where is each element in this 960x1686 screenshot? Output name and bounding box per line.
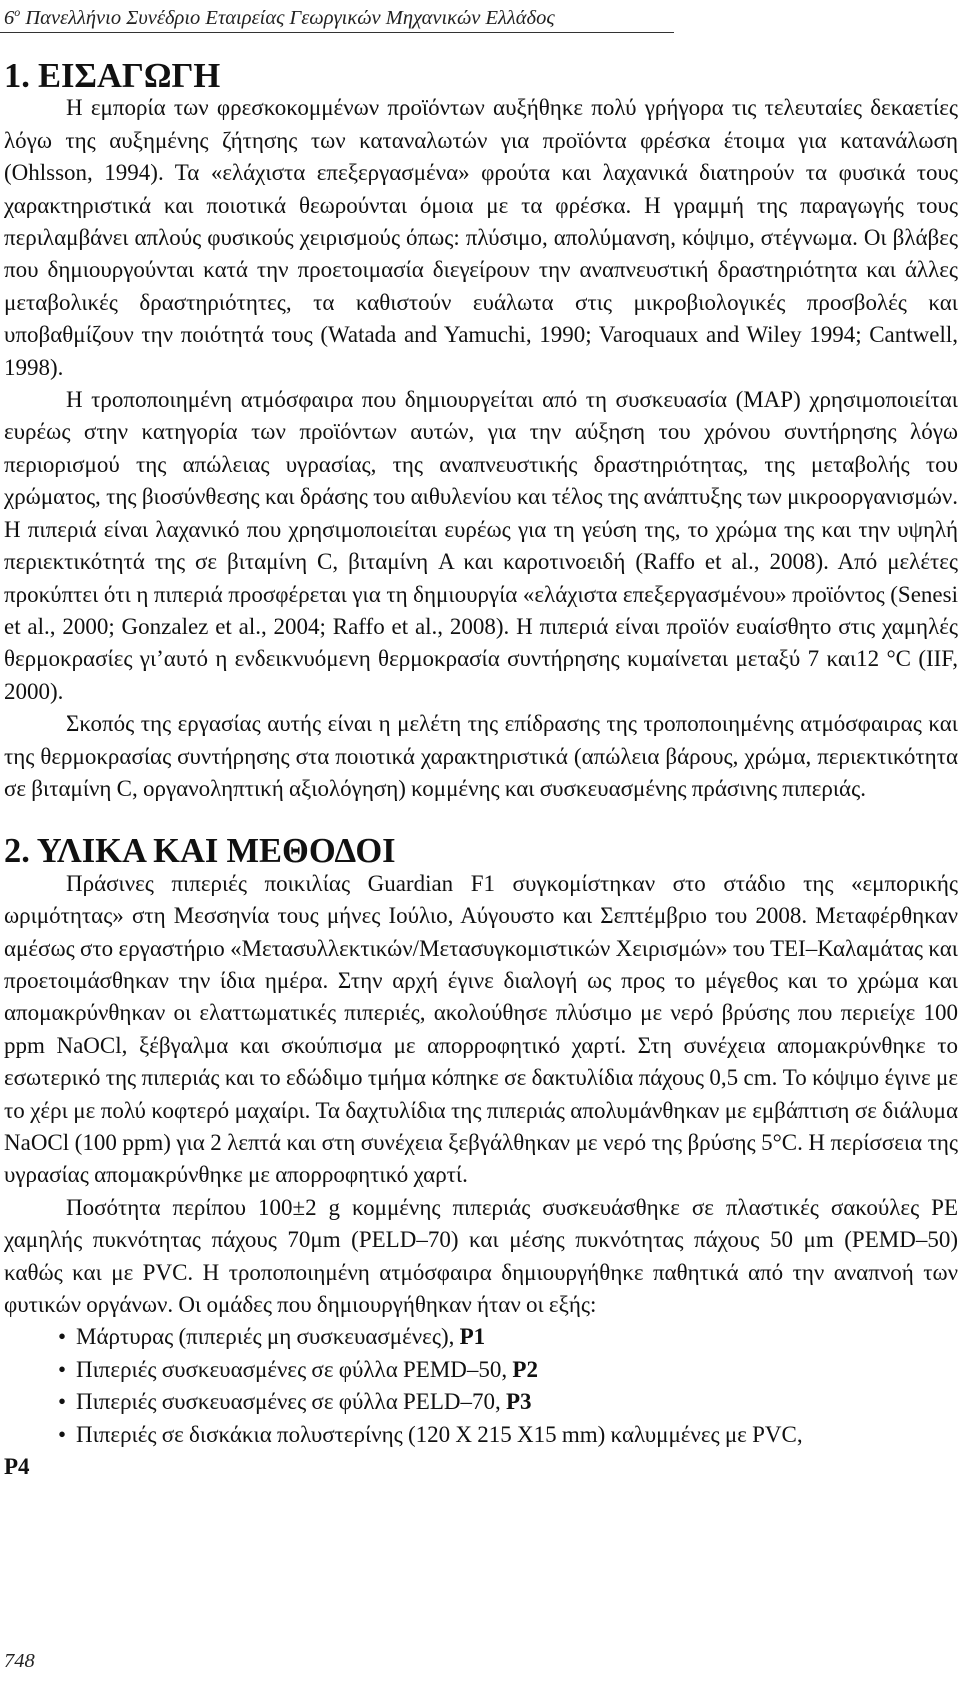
methods-paragraph-1: Πράσινες πιπεριές ποικιλίας Guardian F1 συγκομίστηκαν στο στάδιο της «εμπορικής ωριμότητας» στη Μεσσηνία τους μήνες Ιούλιο, Αύγουστο και Σεπτέμβριο του 2008. Μεταφέρθηκαν αμέσως στο εργαστήριο «Μετασυλλεκτικών/Μετασυγκομιστικών Χειρισμών» του ΤΕΙ–Καλαμάτας και προετοιμάσθηκαν την ίδια ημέρα. Στην αρχή έγινε διαλογή ως προς το μέγεθος και το χρώμα και απομακρύνθηκαν οι ελαττωματικές πιπεριές, ακολούθησε πλύσιμο με νερό βρύσης που περιείχε 100 ppm NaOCl, ξέβγαλμα και σκούπισμα με απορροφητικό χαρτί. Στη συνέχεια απομακρύνθηκε το εσωτερικό της πιπεριάς και το εδώδιμο τμήμα κόπηκε σε δακτυλίδια πάχους 0,5 cm. Το κόψιμο έγινε με το χέρι με πολύ κοφτερό μαχαίρι. Τα δαχτυλίδια της πιπεριάς απολυμάνθηκαν με εμβάπτιση σε διάλυμα NaOCl (100 ppm) για 2 λεπτά και στη συνέχεια ξεβγάλθηκαν με νερό της βρύσης 5°C. Η περίσσεια της υγρασίας απομακρύνθηκε με απορροφητικό χαρτί. bbox=[4, 870, 958, 1188]
bullet-dot-icon: • bbox=[58, 1356, 67, 1382]
list-item-code: P2 bbox=[512, 1356, 538, 1382]
header-rule bbox=[0, 32, 674, 33]
list-item-code: P1 bbox=[459, 1324, 486, 1350]
list-item-text: Πιπεριές σε δισκάκια πολυστερίνης (120 X 215 X15 mm) καλυμμένες με PVC, bbox=[76, 1421, 803, 1447]
list-item bbox=[4, 1419, 958, 1451]
intro-paragraph-3: Σκοπός της εργασίας αυτής είναι η μελέτη της επίδρασης της τροποποιημένης ατμόσφαιρας και της θερμοκρασίας συντήρησης στα ποιοτικά χαρακτηριστικά (απώλεια βάρους, χρώμα, περιεκτικότητα σε βιταμίνη C, οργανοληπτική αξιολόγηση) κομμένης και συσκευασμένης πράσινης πιπεριάς. bbox=[4, 711, 958, 801]
section-heading-materials-methods: 2. ΥΛΙΚΑ ΚΑΙ ΜΕΘΟΔΟΙ bbox=[4, 832, 396, 871]
list-item bbox=[4, 1386, 958, 1418]
list-item bbox=[4, 1321, 958, 1353]
bullet-dot-icon: • bbox=[58, 1324, 67, 1350]
header-ordinal-number: 6 bbox=[4, 6, 15, 29]
intro-paragraph-1: Η εμπορία των φρεσκοκομμένων προϊόντων αυξήθηκε πολύ γρήγορα τις τελευταίες δεκαετίες λόγω της αυξημένης ζήτησης των καταναλωτών για προϊόντα φρέσκα έτοιμα για κατανάλωση (Ohlsson, 1994). Τα «ελάχιστα επεξεργασμένα» φρούτα και λαχανικά διατηρούν τα φυσικά τους χαρακτηριστικά και ποιοτικά θεωρούνται όμοια με τα φρέσκα. Η γραμμή της παραγωγής τους περιλαμβάνει απλούς φυσικούς χειρισμούς όπως: πλύσιμο, απολύμανση, κόψιμο, στέγνωμα. Οι βλάβες που δημιουργούνται κατά την προετοιμασία διεγείρουν την αναπνευστική δραστηριότητα και άλλες μεταβολικές δραστηριότητες, τα καθιστούν ευάλωτα στις μικροβιολογικές προσβολές και υποβαθμίζουν την ποιότητά τους (Watada and Yamuchi, 1990; Varoquaux and Wiley 1994; Cantwell, 1998). bbox=[4, 95, 958, 380]
list-item-text: Μάρτυρας (πιπεριές μη συσκευασμένες), bbox=[76, 1324, 460, 1350]
list-item-text: Πιπεριές συσκευασμένες σε φύλλα PELD–70, bbox=[76, 1389, 506, 1415]
section-introduction bbox=[4, 57, 958, 805]
page-number: 748 bbox=[4, 1650, 35, 1672]
header-ordinal-superscript: ο bbox=[14, 5, 21, 19]
list-item-tail-code: P4 bbox=[4, 1454, 30, 1480]
running-header bbox=[4, 0, 555, 30]
section-materials-methods bbox=[4, 832, 958, 1483]
bullet-dot-icon: • bbox=[58, 1421, 67, 1447]
treatment-groups-list bbox=[4, 1321, 958, 1451]
header-conference-title: Πανελλήνιο Συνέδριο Εταιρείας Γεωργικών Μηχανικών Ελλάδος bbox=[20, 6, 555, 29]
bullet-dot-icon: • bbox=[58, 1389, 67, 1415]
methods-paragraph-2: Ποσότητα περίπου 100±2 g κομμένης πιπεριάς συσκευάσθηκε σε πλαστικές σακούλες PE χαμηλής πυκνότητας πάχους 70μm (PELD–70) και μέσης πυκνότητας πάχους 50 μm (PEMD–50) καθώς και με PVC. Η τροποποιημένη ατμόσφαιρα δημιουργήθηκε παθητικά από την αναπνοή των φυτικών οργάνων. Οι ομάδες που δημιουργήθηκαν ήταν οι εξής: bbox=[4, 1194, 958, 1318]
intro-paragraph-2: Η τροποποιημένη ατμόσφαιρα που δημιουργείται από τη συσκευασία (MAP) χρησιμοποιείται ευρέως στην κατηγορία των προϊόντων αυτών, για την αύξηση του χρόνου συντήρησης λόγω περιορισμού της απώλειας υγρασίας, της αναπνευστικής δραστηριότητας, της μεταβολής του χρώματος, της βιοσύνθεσης και δράσης του αιθυλενίου και τέλος της ανάπτυξης των μικροοργανισμών. Η πιπεριά είναι λαχανικό που χρησιμοποιείται ευρέως για τη γεύση της, το χρώμα της και την υψηλή περιεκτικότητά της σε βιταμίνη C, βιταμίνη A και καροτινοειδή (Raffo et al., 2008). Από μελέτες προκύπτει ότι η πιπεριά προσφέρεται για τη δημιουργία «ελάχιστα επεξεργασμένου» προϊόντος (Senesi et al., 2000; Gonzalez et al., 2004; Raffo et al., 2008). Η πιπεριά είναι προϊόν ευαίσθητο στις χαμηλές θερμοκρασίες γι’αυτό η ενδεικνυόμενη θερμοκρασία συντήρησης κυμαίνεται μεταξύ 7 και12 °C (IIF, 2000). bbox=[4, 387, 958, 704]
list-item-text: Πιπεριές συσκευασμένες σε φύλλα PEMD–50, bbox=[76, 1356, 513, 1382]
section-heading-introduction: 1. ΕΙΣΑΓΩΓΗ bbox=[4, 57, 221, 95]
list-item-code: P3 bbox=[506, 1389, 532, 1415]
list-item bbox=[4, 1354, 958, 1386]
main-content bbox=[4, 57, 958, 1483]
